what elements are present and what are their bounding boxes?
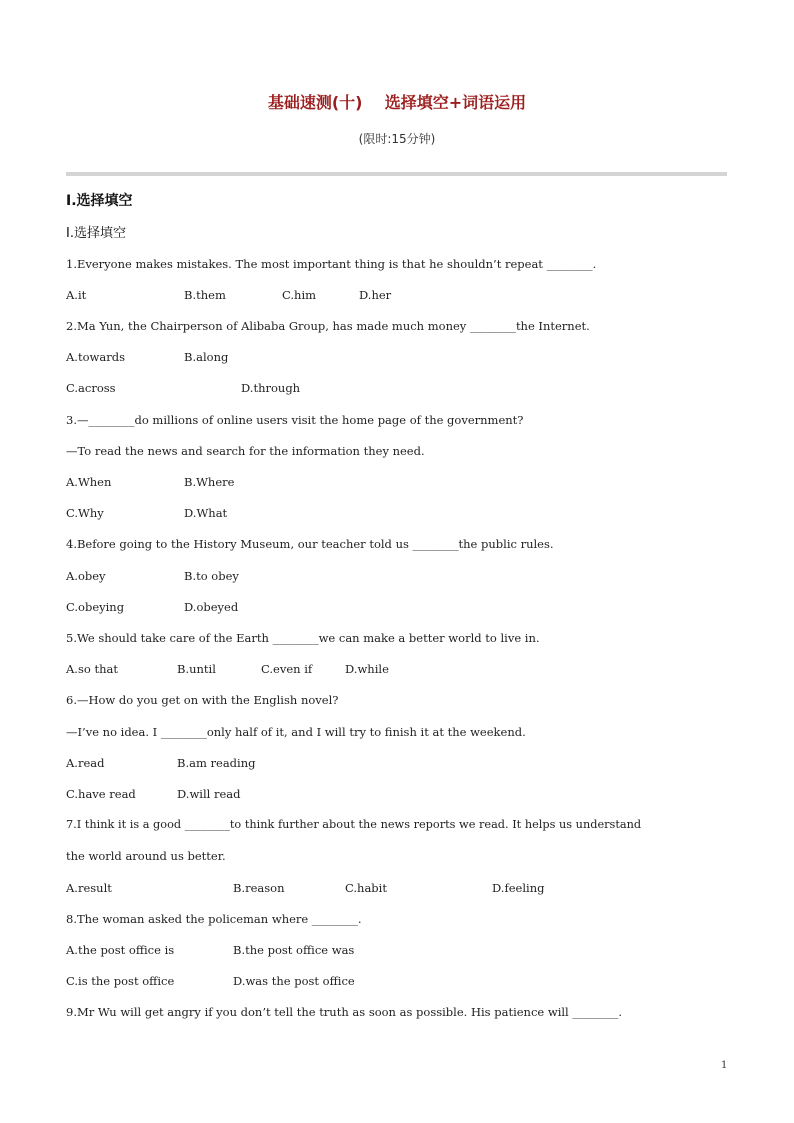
question-2-option-c: C.across <box>66 381 116 395</box>
question-1-stem: 1.Everyone makes mistakes. The most important thing is that he shouldn’t repeat ________. <box>66 257 597 271</box>
question-4-option-c: C.obeying <box>66 600 125 614</box>
question-6-answer-line: —I’ve no idea. I ________only half of it, and I will try to finish it at the weekend. <box>66 725 526 739</box>
question-1-option-a: A.it <box>66 288 87 302</box>
question-4-stem: 4.Before going to the History Museum, our teacher told us ________the public rules. <box>66 537 554 551</box>
time-limit: (限时:15分钟) <box>358 132 436 146</box>
question-1-option-d: D.her <box>359 288 392 302</box>
question-6-stem: 6.—How do you get on with the English novel? <box>66 693 339 707</box>
question-8-option-b: B.the post office was <box>233 943 355 957</box>
question-2-option-b: B.along <box>184 350 229 364</box>
section-heading: Ⅰ.选择填空 <box>66 193 133 209</box>
question-1-option-b: B.them <box>184 288 226 302</box>
question-3-stem: 3.—________do millions of online users visit the home page of the government? <box>66 413 524 427</box>
question-3-option-d: D.What <box>184 506 228 520</box>
question-3-option-b: B.Where <box>184 475 235 489</box>
question-2-option-a: A.towards <box>66 350 125 364</box>
question-8-option-c: C.is the post office <box>66 974 175 988</box>
question-7-option-c: C.habit <box>345 881 387 895</box>
question-2-option-d: D.through <box>241 381 301 395</box>
question-3-option-c: C.Why <box>66 506 104 520</box>
question-5-stem: 5.We should take care of the Earth ________we can make a better world to live in. <box>66 631 540 645</box>
question-5-option-a: A.so that <box>66 662 118 676</box>
question-1-option-c: C.him <box>282 288 317 302</box>
question-7-stem-continued: the world around us better. <box>66 849 226 863</box>
question-8-stem: 8.The woman asked the policeman where ________. <box>66 912 362 926</box>
question-6-option-a: A.read <box>66 756 105 770</box>
question-8-option-d: D.was the post office <box>233 974 355 988</box>
question-4-option-d: D.obeyed <box>184 600 239 614</box>
section-subheading: Ⅰ.选择填空 <box>66 226 126 241</box>
question-7-option-d: D.feeling <box>492 881 545 895</box>
question-5-option-d: D.while <box>345 662 389 676</box>
question-6-option-c: C.have read <box>66 787 136 801</box>
question-9-stem: 9.Mr Wu will get angry if you don’t tell the truth as soon as possible. His patience will ________. <box>66 1005 623 1019</box>
question-7-option-a: A.result <box>66 881 112 895</box>
question-7-option-b: B.reason <box>233 881 285 895</box>
question-4-option-a: A.obey <box>66 569 106 583</box>
question-3-answer-line: —To read the news and search for the information they need. <box>66 444 425 458</box>
question-5-option-c: C.even if <box>261 662 313 676</box>
page-number: 1 <box>721 1060 728 1071</box>
question-6-option-b: B.am reading <box>177 756 256 770</box>
page-title: 基础速测(十) 选择填空+词语运用 <box>267 93 527 112</box>
divider <box>66 172 727 176</box>
question-5-option-b: B.until <box>177 662 216 676</box>
question-2-stem: 2.Ma Yun, the Chairperson of Alibaba Group, has made much money ________the Internet. <box>66 319 590 333</box>
question-3-option-a: A.When <box>66 475 112 489</box>
question-4-option-b: B.to obey <box>184 569 239 583</box>
question-8-option-a: A.the post office is <box>66 943 175 957</box>
question-7-stem: 7.I think it is a good ________to think further about the news reports we read. It helps us understand <box>66 818 642 831</box>
question-6-option-d: D.will read <box>177 787 241 801</box>
